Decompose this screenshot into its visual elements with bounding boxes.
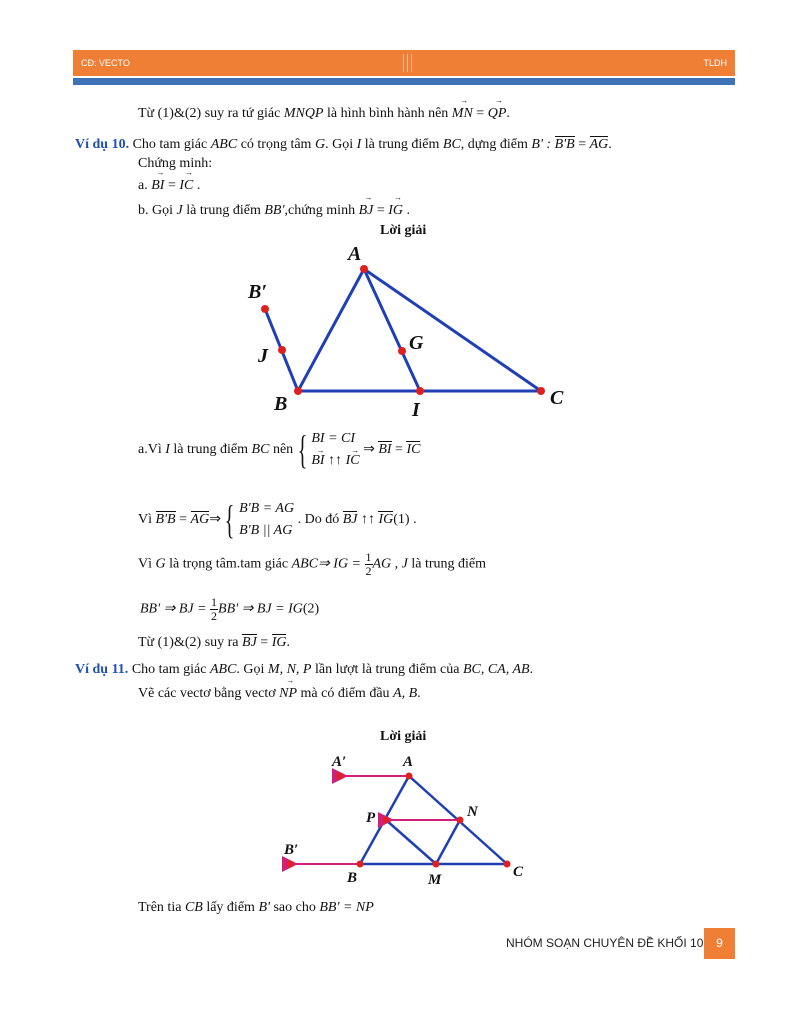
conclusion-line: Từ (1)&(2) suy ra tứ giác MNQP là hình bình hành nên MN → = QP →.	[138, 106, 510, 122]
solution-c: Vì G là trọng tâm.tam giác ABC⇒ IG = $\frac{1}{2}$ AG , J là trung điểm	[138, 550, 487, 578]
example-11-line2: Vẽ các vectơ bằng vectơ NP → mà có điểm đầu A, B.	[138, 686, 421, 702]
header-left-text: CĐ: VECTO	[81, 58, 130, 68]
prove-text: Chứng minh:	[138, 156, 213, 171]
part-b: b. Gọi J là trung điểm BB',chứng minh BJ → = IG → .	[138, 203, 410, 219]
label-C: C	[550, 387, 564, 409]
solution-title: Lời giải	[380, 223, 427, 238]
example-10-label: Ví dụ 10.	[75, 137, 130, 152]
part-a: a. BI → = IC → .	[138, 178, 200, 194]
label-P: P	[366, 810, 376, 826]
solution-a: a.Vì I là trung điểm BC nên { BI = CI BI → ↑↑ IC → ⇒ BI = IC	[138, 428, 420, 472]
header-divider	[403, 54, 404, 72]
header-bar	[73, 78, 735, 85]
triangle-figure-1	[240, 240, 580, 420]
label-I: I	[412, 399, 420, 420]
label-Aprime: A′	[332, 754, 347, 770]
example-11-statement: Ví dụ 11. Cho tam giác ABC. Gọi M, N, P lần lượt là trung điểm của BC, CA, AB.	[75, 662, 534, 677]
header-divider	[407, 54, 408, 72]
example-11-label: Ví dụ 11.	[75, 662, 129, 677]
figure-points	[261, 265, 545, 395]
label-G: G	[409, 332, 424, 354]
solution-b: Vì B'B = AG⇒ { B'B = AG B'B || AG . Do đó BJ ↑↑ IG(1) .	[138, 497, 417, 542]
label-A: A	[348, 243, 362, 265]
solution-e: Từ (1)&(2) suy ra BJ = IG.	[138, 635, 290, 650]
header-divider	[411, 54, 412, 72]
label-B: B	[347, 870, 358, 886]
label-Bprime: B′	[248, 281, 267, 303]
page-header	[73, 50, 735, 76]
label-J: J	[258, 345, 268, 367]
label-N: N	[467, 804, 478, 820]
example-10-statement: Ví dụ 10. Cho tam giác ABC có trọng tâm G. Gọi I là trung điểm BC, dựng điểm B' : B'B = AG.	[75, 137, 612, 152]
last-line: Trên tia CB lấy điểm B' sao cho BB' = NP	[138, 900, 374, 915]
header-right-text: TLDH	[703, 58, 727, 68]
footer-text: NHÓM SOẠN CHUYÊN ĐỀ KHỐI 10	[506, 936, 704, 950]
solution-d: BB' ⇒ BJ = $\frac{1}{2}$ BB' ⇒ BJ = IG(2)	[140, 595, 320, 623]
label-C: C	[513, 864, 524, 880]
solution-title-2: Lời giải	[380, 729, 427, 744]
label-M: M	[428, 872, 442, 888]
label-B: B	[274, 393, 288, 415]
triangle-figure-2	[280, 748, 530, 890]
page-number: 9	[704, 928, 735, 959]
label-Bprime: B′	[284, 842, 299, 858]
label-A: A	[403, 754, 414, 770]
